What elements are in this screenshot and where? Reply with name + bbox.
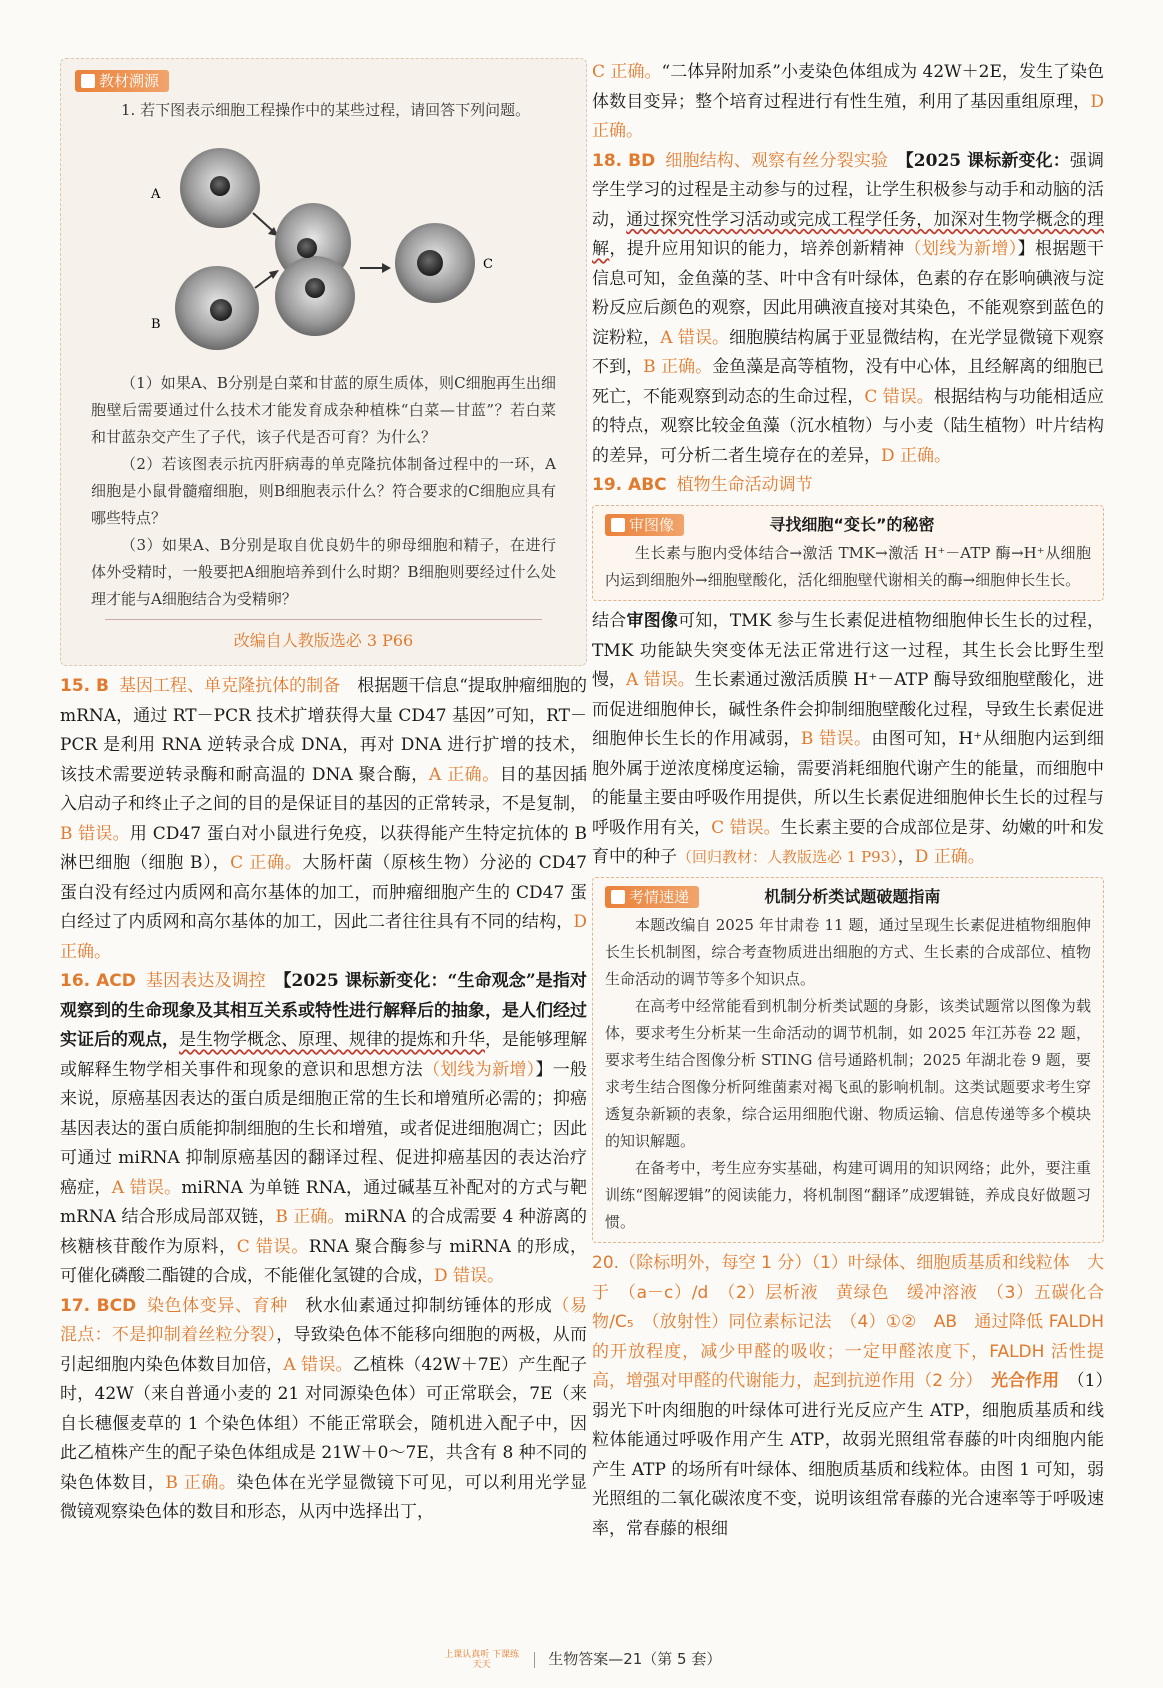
cell-fusion-figure [75,128,572,366]
exam-trend-box [592,877,1104,1244]
image-review-tag: 审图像 [605,514,684,536]
send-icon [611,890,625,904]
source-reference: 改编自人教版选必 3 P66 [105,619,542,656]
cell-fusion-diagram [75,128,570,366]
answer-20: 20.（除标明外，每空 1 分）（1）叶绿体、细胞质基质和线粒体 大于 （a－c）/d （2）层析液 黄绿色 缓冲溶液 （3）五碳化合物/C₅ （放射性）同位素标记法 （4）①② AB 通过降低 FALDH 的开放程度，减少甲醛的吸收；一定甲醛浓度下，FALDH 活性提高，增强对甲醛的代谢能力，起到抗逆作用（2 分） 光合作用 （1）弱光下叶肉细胞的叶绿体可进行光反应产生 ATP，细胞质基质和线粒体能通过呼吸作用产生 ATP，故弱光照组常春藤的叶肉细胞内能产生 ATP 的场所有叶绿体、细胞质基质和线粒体。由图 1 可知，弱光照组的二氧化碳浓度不变，说明该组常春藤的光合速率等于呼吸速率，常春藤的根细 [592,1253,1105,1539]
exam-trend-p3: 在备考中，考生应夯实基础，构建可调用的知识网络；此外，要注重训练“图解逻辑”的阅读能力，将机制图“翻译”成逻辑链，养成良好做题习惯。 [605,1159,1091,1231]
left-column [60,58,587,1528]
exam-trend-p1: 本题改编自 2025 年甘肃卷 11 题，通过呈现生长素促进植物细胞伸长生长机制图，综合考查物质进出细胞的方式、生长素的合成部位、植物生命活动的调节等多个知识点。 [605,916,1091,988]
source-question-3: （3）如果A、B分别是取自优良奶牛的卵母细胞和精子，在进行体外受精时，一般要把A细胞培养到什么时期？B细胞则要经过什么处理才能与A细胞结合为受精卵？ [91,535,556,608]
cell-a-nucleus [210,176,230,196]
label-b: B [151,316,161,332]
exam-trend-title: 机制分析类试题破题指南 [764,886,941,906]
cell-c-nucleus [417,250,443,276]
exam-trend-tag: 考情速递 [605,886,699,908]
source-question-1: （1）如果A、B分别是白菜和甘蓝的原生质体，则C细胞再生出细胞壁后需要通过什么技术才能发育成杂种植株“白菜—甘蓝”？若白菜和甘蓝杂交产生了子代，该子代是否可育？为什么？ [91,373,556,446]
answer-17-topic: 染色体变异、育种 [146,1295,288,1316]
answer-18-topic: 细胞结构、观察有丝分裂实验 [665,150,889,171]
source-question-intro: 1. 若下图表示细胞工程操作中的某些过程，请回答下列问题。 [121,100,531,119]
label-a: A [151,186,161,202]
answer-18: 18. BD 细胞结构、观察有丝分裂实验 【2025 课标新变化：强调学生学习的过程是主动参与的过程，让学生积极参与动手和动脑的活动，通过探究性学习活动或完成工程学任务，加深对生物学概念的理解，提升应用知识的能力，培养创新精神（划线为新增）】根据题干信息可知，金鱼藻的茎、叶中含有叶绿体，色素的存在影响碘液与淀粉反应后颜色的观察，因此用碘液直接对其染色，不能观察到蓝色的淀粉粒，A 错误。细胞膜结构属于亚显微结构，在光学显微镜下观察不到，B 正确。金鱼藻是高等植物，没有中心体，且经解离的细胞已死亡，不能观察到动态的生命过程，C 错误。根据结构与功能相适应的特点，观察比较金鱼藻（沉水植物）与小麦（陆生植物）叶片结构的差异，可分析二者生境存在的差异，D 正确。 [592,150,1105,466]
answer-19: 结合审图像可知，TMK 参与生长素促进植物细胞伸长生长的过程，TMK 功能缺失突变体无法正常进行这一过程，其生长会比野生型慢，A 错误。生长素通过激活质膜 H⁺－ATP 酶导致细胞壁酸化，进而促进细胞伸长，碱性条件会抑制细胞壁酸化过程，导致生长素促进细胞伸长生长的作用减弱，B 错误。由图可知，H⁺从细胞内运到细胞外属于逆浓度梯度运输，需要消耗细胞代谢产生的能量，而细胞中的能量主要由呼吸作用提供，所以生长素促进细胞伸长生长的过程与呼吸作用有关，C 错误。生长素主要的合成部位是芽、幼嫩的叶和发育中的种子（回归教材：人教版选必 1 P93），D 正确。 [592,611,1105,867]
image-review-text: 生长素与胞内受体结合→激活 TMK→激活 H⁺－ATP 酶→H⁺从细胞内运到细胞外→细胞壁酸化，活化细胞壁代谢相关的酶→细胞伸长生长。 [605,544,1091,589]
answer-15-number: 15. B [60,676,110,696]
answer-18-number: 18. BD [592,150,656,171]
answer-19-heading [592,471,1104,501]
answer-20-key: 20.（除标明外，每空 1 分）（1）叶绿体、细胞质基质和线粒体 大于 （a－c）/d （2）层析液 黄绿色 缓冲溶液 （3）五碳化合物/C₅ （放射性）同位素标记法 （4）①② AB 通过降低 FALDH 的开放程度，减少甲醛的吸收；一定甲醛浓度下，FALDH 活性提高，增强对甲醛的代谢能力，起到抗逆作用（2 分） [592,1253,1104,1391]
pencil-icon [611,518,625,532]
label-c: C [483,256,493,272]
answer-15-topic: 基因工程、单克隆抗体的制备 [119,676,341,696]
textbook-source-box [60,58,587,666]
page-number: 生物答案—21（第 5 套） [548,1650,722,1668]
cell-b-nucleus [210,299,232,321]
answer-19-topic: 植物生命活动调节 [676,475,813,495]
answer-16: 16. ACD 基因表达及调控 【2025 课标新变化：“生命观念”是指对观察到的生命现象及其相互关系或特性进行解释后的抽象，是人们经过实证后的观点，是生物学概念、原理、规律的提炼和升华，是能够理解或解释生物学相关事件和现象的意识和思想方法（划线为新增）】一般来说，原癌基因表达的蛋白质是细胞正常的生长和增殖所必需的；抑癌基因表达的蛋白质能抑制细胞的生长和增殖，或者促进细胞凋亡；因此可通过 miRNA 抑制原癌基因的翻译过程、促进抑癌基因的表达治疗癌症，A 错误。miRNA 为单链 RNA，通过碱基互补配对的方式与靶 mRNA 结合形成局部双链，B 正确。miRNA 的合成需要 4 种游离的核糖核苷酸作为原料，C 错误。RNA 聚合酶参与 miRNA 的形成，可催化磷酸二酯键的合成，不能催化氢键的合成，D 错误。 [60,971,588,1286]
answer-17: 17. BCD 染色体变异、育种 秋水仙素通过抑制纺锤体的形成（易混点：不是抑制着丝粒分裂），导致染色体不能移向细胞的两极，从而引起细胞内染色体数目加倍，A 错误。乙植株（42W＋7E）产生配子时，42W（来自普通小麦的 21 对同源染色体）可正常联会，7E（来自长穗偃麦草的 1 个染色体组）不能正常联会，随机进入配子中，因此乙植株产生的配子染色体组成是 21W＋0～7E，共含有 8 种不同的染色体数目，B 正确。染色体在光学显微镜下可见，可以利用光学显微镜观察染色体的数目和形态，从丙中选择出丁， [60,1295,588,1522]
right-column [592,58,1104,1544]
answer-20-topic: 光合作用 [991,1371,1060,1391]
answer-19-number: 19. ABC [592,475,667,495]
answer-17-continued: C 正确。“二体异附加系”小麦染色体组成为 42W＋2E，发生了染色体数目变异；整个培育过程进行有性生殖，利用了基因重组原理，D 正确。 [592,62,1104,141]
image-review-title: 寻找细胞“变长”的秘密 [769,514,935,534]
image-review-box [592,505,1104,602]
answer-17-number: 17. BCD [60,1295,137,1316]
source-question-2: （2）若该图表示抗丙肝病毒的单克隆抗体制备过程中的一环，A细胞是小鼠骨髓瘤细胞，则B细胞表示什么？符合要求的C细胞应具有哪些特点？ [91,454,556,527]
answer-15: 15. B 基因工程、单克隆抗体的制备 根据题干信息“提取肿瘤细胞的 mRNA，通过 RT－PCR 技术扩增获得大量 CD47 基因”可知，RT－PCR 是利用 RNA 逆转录合成 DNA，再对 DNA 进行扩增的技术，该技术需要逆转录酶和耐高温的 DNA 聚合酶，A 正确。目的基因插入启动子和终止子之间的目的是保证目的基因的正常转录，不是复制，B 错误。用 CD47 蛋白对小鼠进行免疫，以获得能产生特定抗体的 B 淋巴细胞（细胞 B），C 正确。大肠杆菌（原核生物）分泌的 CD47 蛋白没有经过内质网和高尔基体的加工，而肿瘤细胞产生的 CD47 蛋白经过了内质网和高尔基体的加工，因此二者往往具有不同的结构，D 正确。 [60,676,588,962]
pencil-icon [81,74,95,88]
page-footer [0,1648,1163,1670]
brand-logo: 上课认真听 下课练天天 [444,1649,520,1670]
answer-16-topic: 基因表达及调控 [145,971,266,991]
textbook-source-tag: 教材溯源 [75,70,169,92]
exam-trend-p2: 在高考中经常能看到机制分析类试题的身影，该类试题常以图像为载体，要求考生分析某一生命活动的调节机制，如 2025 年江苏卷 22 题，要求考生结合图像分析 STING 信号通路机制；2025 年湖北卷 9 题，要求考生结合图像分析阿维菌素对褐飞虱的影响机制。这类试题要求考生穿透复杂新颖的表象，综合运用细胞代谢、物质运输、信息传递等多个模块的知识解题。 [605,997,1091,1150]
answer-16-number: 16. ACD [60,971,136,991]
